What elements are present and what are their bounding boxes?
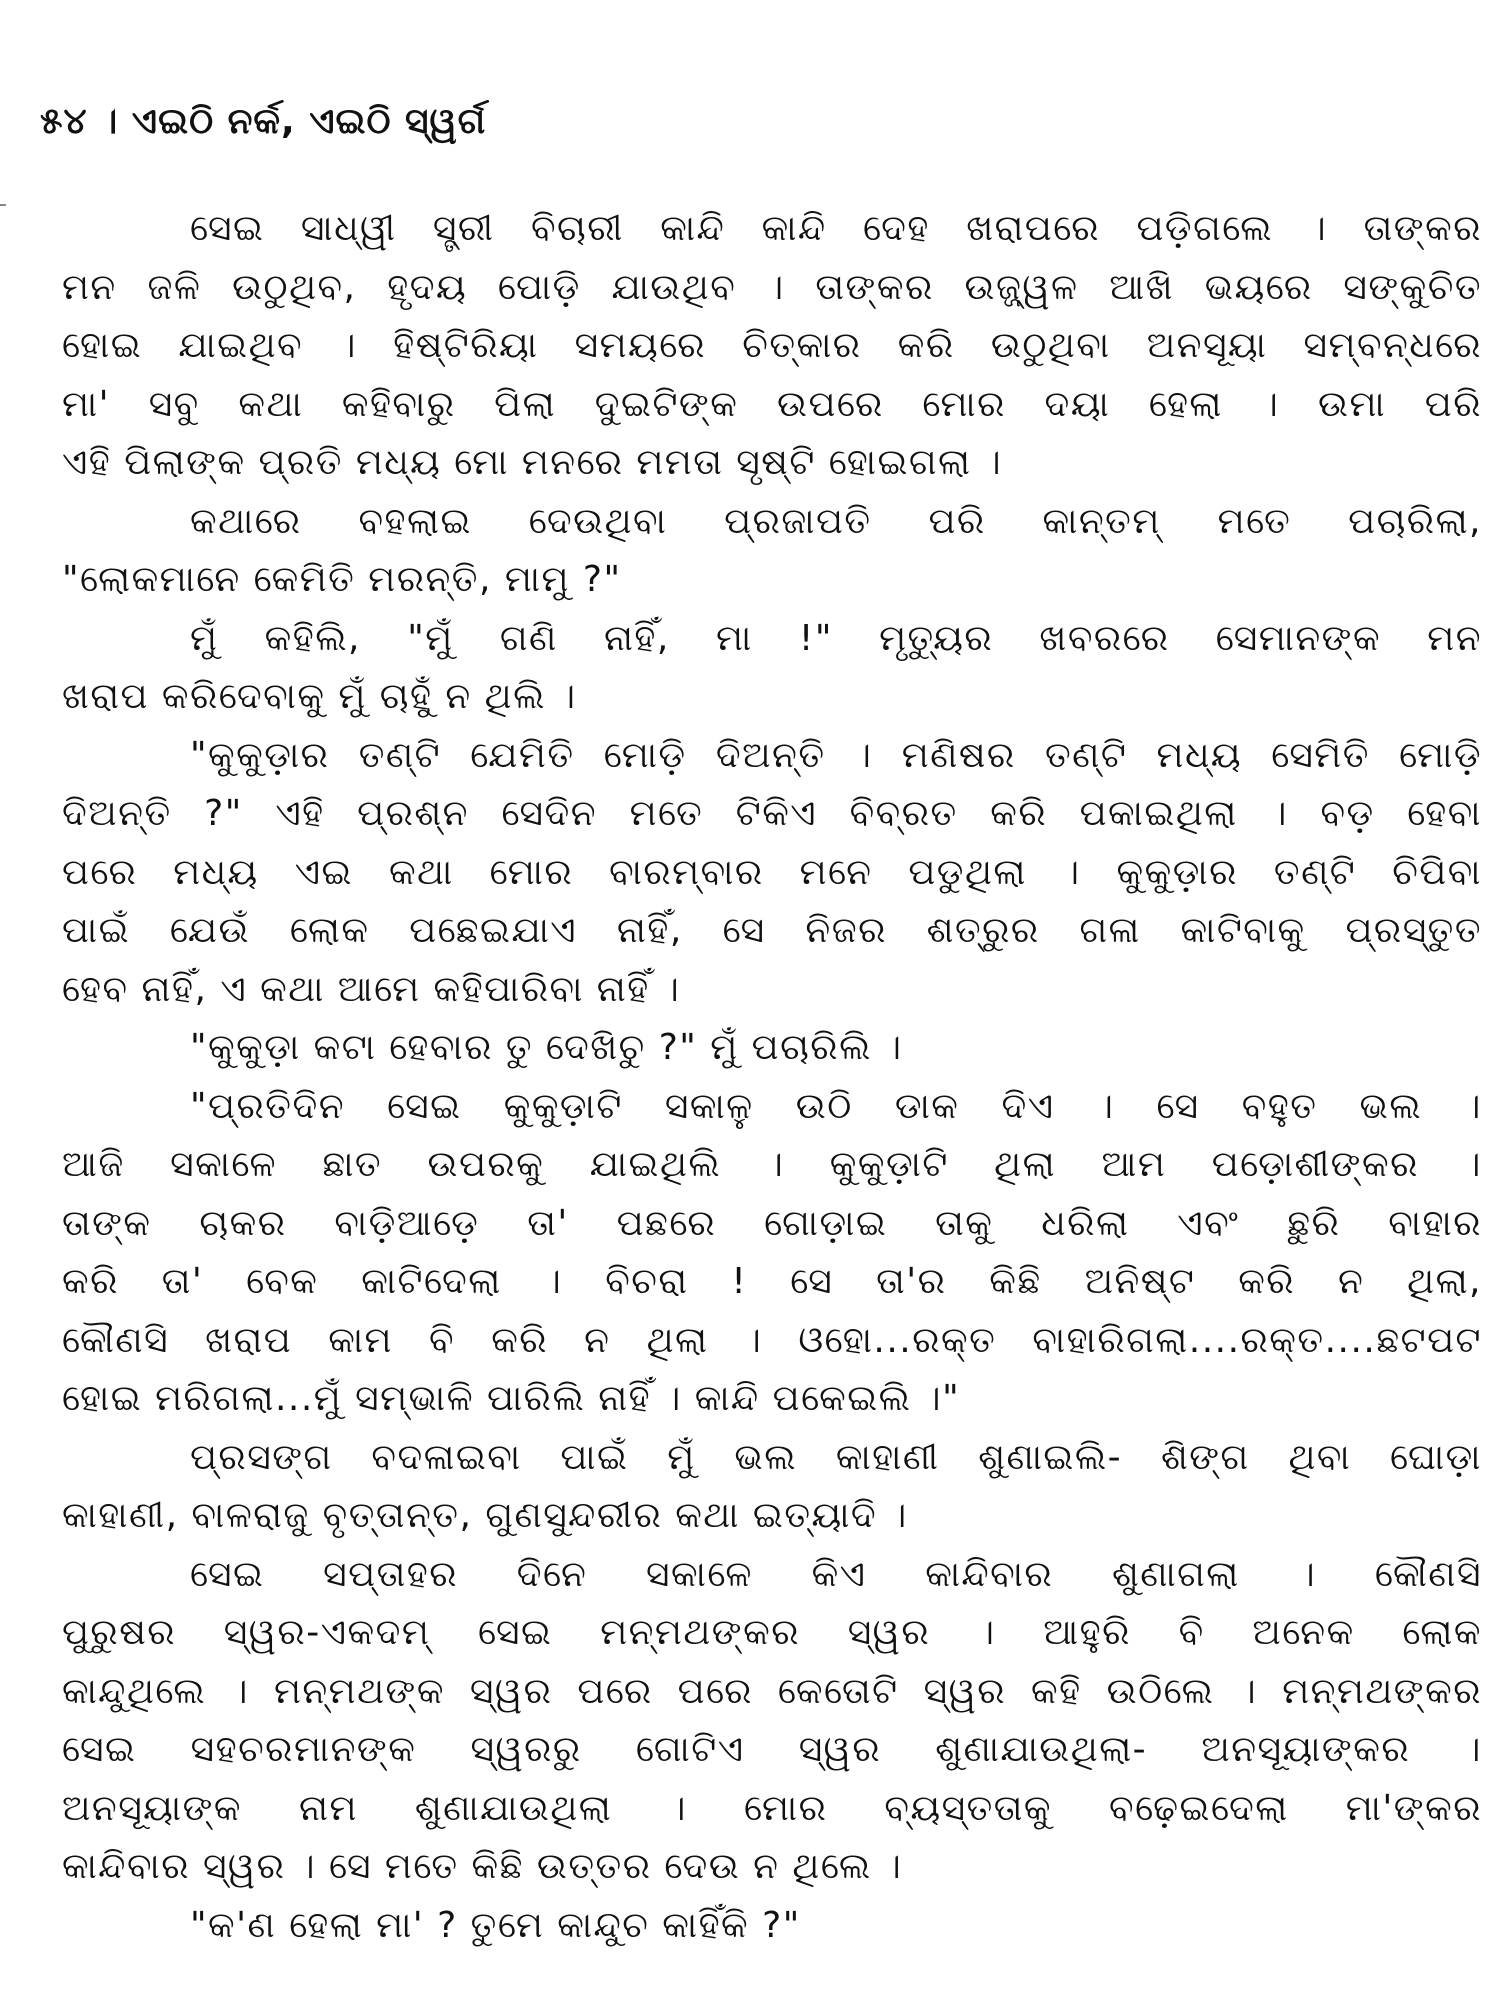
text-line: କଥାରେ ବହଲାଇ ଦେଉଥିବା ପ୍ରଜାପତି ପରି କାନ୍ତମ୍ ମତେ ପଚାରିଲା, [190,500,1482,542]
text-line: ସେଇ ସପ୍ତାହର ଦିନେ ସକାଳେ କିଏ କାନ୍ଦିବାର ଶୁଣାଗଲା । କୌଣସି [190,1553,1482,1595]
text-line: କାହାଣୀ, ବାଳରାଜୁ ବୃତ୍ତାନ୍ତ, ଗୁଣସୁନ୍ଦରୀର କଥା ଇତ୍ୟାଦି । [62,1495,908,1536]
text-line: କୌଣସି ଖରାପ କାମ ବି କରି ନ ଥିଲା । ଓହୋ...ରକ୍ତ ବାହାରିଗଲା....ରକ୍ତ....ଛଟପଟ [62,1319,1482,1361]
text-line: ପ୍ରସଙ୍ଗ ବଦଳାଇବା ପାଇଁ ମୁଁ ଭଲ କାହାଣୀ ଶୁଣାଇଲି- ଶିଙ୍ଗ ଥିବା ଘୋଡ଼ା [190,1436,1482,1478]
text-line: କାନ୍ଦିବାର ସ୍ୱର । ସେ ମତେ କିଛି ଉତ୍ତର ଦେଉ ନ ଥିଲେ । [62,1846,903,1887]
text-line: ଏହି ପିଲାଙ୍କ ପ୍ରତି ମଧ୍ୟ ମୋ ମନରେ ମମତା ସୃଷ୍ଟି ହୋଇଗଲା । [62,442,1003,483]
text-line: ପରେ ମଧ୍ୟ ଏଇ କଥା ମୋର ବାରମ୍ବାର ମନେ ପଡୁଥିଲା । କୁକୁଡ଼ାର ତଣ୍ଟି ଚିପିବା [62,851,1482,893]
text-line: "କୁକୁଡ଼ାର ତଣ୍ଟି ଯେମିତି ମୋଡ଼ି ଦିଅନ୍ତି । ମଣିଷର ତଣ୍ଟି ମଧ୍ୟ ସେମିତି ମୋଡ଼ି [190,734,1482,776]
margin-mark [0,204,6,206]
text-line: ପୁରୁଷର ସ୍ୱର-ଏକଦମ୍ ସେଇ ମନ୍ମଥଙ୍କର ସ୍ୱର । ଆହୁରି ବି ଅନେକ ଲୋକ [62,1612,1482,1653]
text-line: ସେଇ ସାଧ୍ୱୀ ସ୍ତ୍ରୀ ବିଚାରୀ କାନ୍ଦି କାନ୍ଦି ଦେହ ଖରାପରେ ପଡ଼ିଗଲେ । ତାଙ୍କର [190,208,1482,249]
text-line: "କୁକୁଡ଼ା କଟା ହେବାର ତୁ ଦେଖିଚୁ ?" ମୁଁ ପଚାରିଲି । [190,1027,903,1068]
text-line: ହୋଇ ମରିଗଲା...ମୁଁ ସମ୍ଭାଳି ପାରିଲି ନାହିଁ । କାନ୍ଦି ପକେଇଲି ।" [62,1378,961,1419]
text-line: ପାଇଁ ଯେଉଁ ଲୋକ ପଛେଇଯାଏ ନାହିଁ, ସେ ନିଜର ଶତ୍ରୁର ଗଳା କାଟିବାକୁ ପ୍ରସ୍ତୁତ [62,910,1482,951]
text-line: ଦିଅନ୍ତି ?" ଏହି ପ୍ରଶ୍ନ ସେଦିନ ମତେ ଟିକିଏ ବିବ୍ରତ କରି ପକାଇଥିଲା । ବଡ଼ ହେବା [62,793,1482,834]
page-body [62,200,1482,1955]
text-line: ଖରାପ କରିଦେବାକୁ ମୁଁ ଚାହୁଁ ନ ଥିଲି । [62,676,577,717]
text-line: ଆଜି ସକାଳେ ଛାତ ଉପରକୁ ଯାଇଥିଲି । କୁକୁଡ଼ାଟି ଥିଲା ଆମ ପଡ଼ୋଶୀଙ୍କର । [62,1144,1482,1185]
text-line: ମୁଁ କହିଲି, "ମୁଁ ଗଣି ନାହିଁ, ମା !" ମୃତ୍ୟୁର ଖବରରେ ସେମାନଙ୍କ ମନ [190,617,1482,659]
text-line: ହେବ ନାହିଁ, ଏ କଥା ଆମେ କହିପାରିବା ନାହିଁ । [62,968,681,1010]
text-line: କରି ତା' ବେକ କାଟିଦେଲା । ବିଚରା ! ସେ ତା'ର କିଛି ଅନିଷ୍ଟ କରି ନ ଥିଲା, [62,1261,1482,1302]
text-line: "ଲୋକମାନେ କେମିତି ମରନ୍ତି, ମାମୁ ?" [62,559,622,600]
text-line: ସେଇ ସହଚରମାନଙ୍କ ସ୍ୱରରୁ ଗୋଟିଏ ସ୍ୱର ଶୁଣାଯାଉଥିଲା- ଅନସୂୟାଙ୍କର । [62,1729,1482,1770]
text-line: "କ'ଣ ହେଲା ମା' ? ତୁମେ କାନ୍ଦୁଚ କାହିଁକି ?" [190,1904,801,1946]
text-line: ମା' ସବୁ କଥା କହିବାରୁ ପିଲା ଦୁଇଟିଙ୍କ ଉପରେ ମୋର ଦୟା ହେଲା । ଉମା ପରି [62,383,1482,425]
page-header: ୫୪ । ଏଇଠି ନର୍କ, ଏଇଠି ସ୍ୱର୍ଗ [40,101,487,142]
text-line: ଅନସୂୟାଙ୍କ ନାମ ଶୁଣାଯାଉଥିଲା । ମୋର ବ୍ୟସ୍ତତାକୁ ବଢ଼େଇଦେଲା ମା'ଙ୍କର [62,1787,1482,1829]
text-line: ତାଙ୍କ ଚାକର ବାଡ଼ିଆଡ଼େ ତା' ପଛରେ ଗୋଡ଼ାଇ ତାକୁ ଧରିଲା ଏବଂ ଛୁରି ବାହାର [62,1202,1482,1244]
text-line: କାନ୍ଦୁଥିଲେ । ମନ୍ମଥଙ୍କ ସ୍ୱର ପରେ ପରେ କେତୋଟି ସ୍ୱର କହି ଉଠିଲେ । ମନ୍ମଥଙ୍କର [62,1670,1482,1712]
text-line: "ପ୍ରତିଦିନ ସେଇ କୁକୁଡ଼ାଟି ସକାଳୁ ଉଠି ଡାକ ଦିଏ । ସେ ବହୁତ ଭଲ । [190,1085,1482,1127]
text-line: ମନ ଜଳି ଉଠୁଥିବ, ହୃଦୟ ପୋଡ଼ି ଯାଉଥିବ । ତାଙ୍କର ଉଜ୍ଜ୍ୱଳ ଆଖି ଭୟରେ ସଙ୍କୁଚିତ [62,266,1482,308]
text-line: ହୋଇ ଯାଇଥିବ । ହିଷ୍ଟିରିୟା ସମୟରେ ଚିତ୍କାର କରି ଉଠୁଥିବା ଅନସୂୟା ସମ୍ବନ୍ଧରେ [62,325,1482,366]
